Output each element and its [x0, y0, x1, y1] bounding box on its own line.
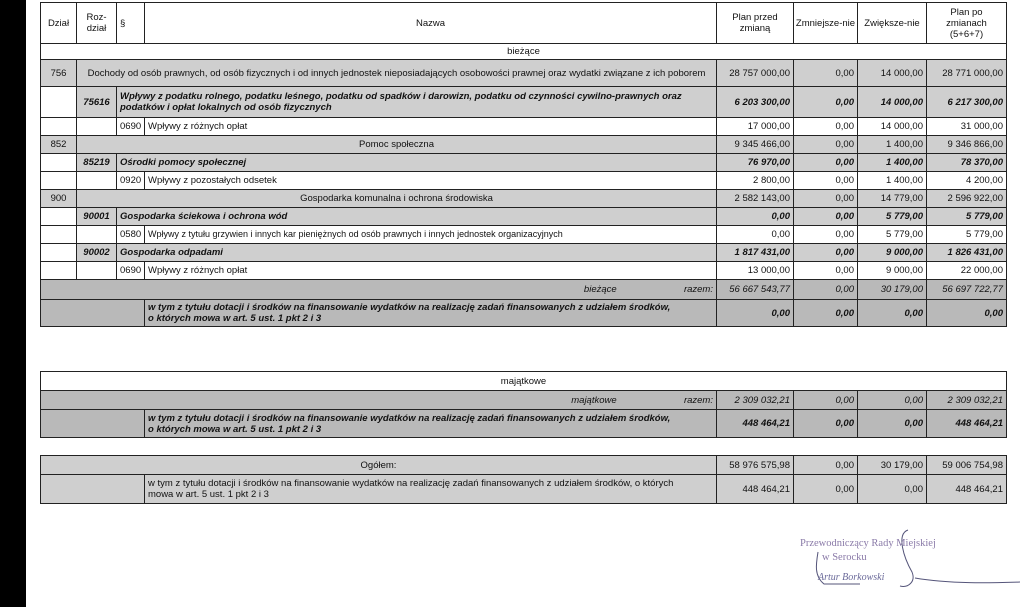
cell-zmniejszenie: 0,00: [794, 87, 858, 118]
table-row: [41, 118, 1007, 136]
cell-plan-przed: 2 800,00: [717, 172, 794, 190]
signature-name: Artur Borkowski: [818, 572, 885, 583]
cell-plan-przed: 0,00: [717, 300, 794, 327]
cell-zwiekszenie: 14 000,00: [858, 87, 927, 118]
cell-zmniejszenie: 0,00: [794, 118, 858, 136]
cell-plan-przed: 1 817 431,00: [717, 244, 794, 262]
cell-nazwa: Ośrodki pomocy społecznej: [117, 154, 717, 172]
cell-plan-przed: 448 464,21: [717, 475, 794, 504]
cell-plan-po: 9 346 866,00: [927, 136, 1007, 154]
signature-title: Przewodniczący Rady Miejskiej: [800, 538, 936, 549]
majatkowe-total-label: [41, 391, 717, 410]
majatkowe-table: [40, 371, 1007, 438]
cell-zwiekszenie: 0,00: [858, 475, 927, 504]
cell-plan-przed: 6 203 300,00: [717, 87, 794, 118]
cell-nazwa: Gospodarka komunalna i ochrona środowiska: [77, 190, 717, 208]
cell-dzial: 756: [41, 60, 77, 87]
cell-nazwa: Pomoc społeczna: [77, 136, 717, 154]
ogolem-label: Ogółem:: [41, 456, 717, 475]
table-row: [41, 226, 1007, 244]
cell-zwiekszenie: 14 779,00: [858, 190, 927, 208]
cell-plan-po: 56 697 722,77: [927, 280, 1007, 300]
cell-plan-po: 4 200,00: [927, 172, 1007, 190]
cell-rozdzial: 85219: [77, 154, 117, 172]
cell-plan-po: 78 370,00: [927, 154, 1007, 172]
table-row: [41, 208, 1007, 226]
table-row: [41, 60, 1007, 87]
col-header-rozdzial: Roz- dział: [77, 3, 117, 44]
table-row: [41, 262, 1007, 280]
cell-plan-przed: 9 345 466,00: [717, 136, 794, 154]
cell-zwiekszenie: 0,00: [858, 300, 927, 327]
total-label: bieżące: [583, 284, 617, 295]
biezace-total-label: [41, 280, 717, 300]
cell-zmniejszenie: 0,00: [794, 391, 858, 410]
biezace-dotacje-row: [41, 300, 1007, 327]
cell-paragraf: 0690: [117, 118, 145, 136]
col-header-zwiekszenie: Zwiększe-nie: [858, 3, 927, 44]
cell-nazwa: Wpływy z pozostałych odsetek: [145, 172, 717, 190]
cell-plan-przed: 76 970,00: [717, 154, 794, 172]
table-row: [41, 87, 1007, 118]
cell-zmniejszenie: 0,00: [794, 456, 858, 475]
table-row: [41, 244, 1007, 262]
cell-zmniejszenie: 0,00: [794, 60, 858, 87]
ogolem-dotacje-row: [41, 475, 1007, 504]
table-row: [41, 190, 1007, 208]
cell-plan-przed: 56 667 543,77: [717, 280, 794, 300]
cell-plan-przed: 2 309 032,21: [717, 391, 794, 410]
cell-plan-po: 0,00: [927, 300, 1007, 327]
cell-zmniejszenie: 0,00: [794, 244, 858, 262]
cell-zwiekszenie: 30 179,00: [858, 456, 927, 475]
cell-zwiekszenie: 5 779,00: [858, 208, 927, 226]
ogolem-row: [41, 456, 1007, 475]
cell-zwiekszenie: 9 000,00: [858, 262, 927, 280]
cell-nazwa: Wpływy z podatku rolnego, podatku leśnego, podatku od spadków i darowizn, podatku od czynności cywilno-prawnych oraz podatków i opłat lokalnych od osób fizycznych: [117, 87, 717, 118]
cell-zwiekszenie: 14 000,00: [858, 118, 927, 136]
cell-zwiekszenie: 14 000,00: [858, 60, 927, 87]
cell-zwiekszenie: 1 400,00: [858, 154, 927, 172]
cell-paragraf: 0690: [117, 262, 145, 280]
signature-stamp: [800, 528, 950, 598]
cell-nazwa: Gospodarka ściekowa i ochrona wód: [117, 208, 717, 226]
cell-zwiekszenie: 5 779,00: [858, 226, 927, 244]
cell-zmniejszenie: 0,00: [794, 172, 858, 190]
cell-nazwa: Gospodarka odpadami: [117, 244, 717, 262]
budget-table: [40, 2, 1007, 327]
cell-plan-przed: 17 000,00: [717, 118, 794, 136]
cell-zwiekszenie: 1 400,00: [858, 172, 927, 190]
table-row: [41, 172, 1007, 190]
cell-zwiekszenie: 0,00: [858, 410, 927, 438]
cell-plan-przed: 448 464,21: [717, 410, 794, 438]
section-label-biezace: bieżące: [41, 44, 1007, 60]
col-header-paragraf: §: [117, 3, 145, 44]
cell-zwiekszenie: 9 000,00: [858, 244, 927, 262]
cell-plan-przed: 28 757 000,00: [717, 60, 794, 87]
dotacje-note: w tym z tytułu dotacji i środków na finansowanie wydatków na realizację zadań finansowanych z udziałem środków, o których mowa w art. 5 ust. 1 pkt 2 i 3: [145, 475, 717, 504]
col-header-nazwa: Nazwa: [145, 3, 717, 44]
col-header-plan-po: Plan po zmianach (5+6+7): [927, 3, 1007, 44]
cell-plan-po: 31 000,00: [927, 118, 1007, 136]
table-row: [41, 136, 1007, 154]
col-header-zmniejszenie: Zmniejsze-nie: [794, 3, 858, 44]
cell-dzial: 900: [41, 190, 77, 208]
cell-rozdzial: 90002: [77, 244, 117, 262]
total-label: majątkowe: [571, 394, 617, 406]
cell-zmniejszenie: 0,00: [794, 226, 858, 244]
ogolem-table: [40, 455, 1007, 504]
cell-nazwa: Wpływy z różnych opłat: [145, 262, 717, 280]
majatkowe-total-row: [41, 391, 1007, 410]
cell-plan-po: 5 779,00: [927, 226, 1007, 244]
cell-plan-po: 28 771 000,00: [927, 60, 1007, 87]
cell-plan-przed: 0,00: [717, 226, 794, 244]
cell-zmniejszenie: 0,00: [794, 136, 858, 154]
cell-plan-po: 6 217 300,00: [927, 87, 1007, 118]
razem-label: razem:: [683, 394, 713, 406]
cell-zmniejszenie: 0,00: [794, 300, 858, 327]
majatkowe-dotacje-row: [41, 410, 1007, 438]
header-row: [41, 3, 1007, 44]
cell-paragraf: 0920: [117, 172, 145, 190]
biezace-total-row: [41, 280, 1007, 300]
cell-zmniejszenie: 0,00: [794, 262, 858, 280]
cell-rozdzial: 75616: [77, 87, 117, 118]
cell-plan-po: 22 000,00: [927, 262, 1007, 280]
cell-zwiekszenie: 1 400,00: [858, 136, 927, 154]
cell-plan-po: 448 464,21: [927, 475, 1007, 504]
cell-plan-po: 2 309 032,21: [927, 391, 1007, 410]
cell-zmniejszenie: 0,00: [794, 410, 858, 438]
cell-zwiekszenie: 0,00: [858, 391, 927, 410]
razem-label: razem:: [683, 284, 713, 295]
dotacje-note: w tym z tytułu dotacji i środków na finansowanie wydatków na realizację zadań finansowanych z udziałem środków, o których mowa w art. 5 ust. 1 pkt 2 i 3: [145, 410, 717, 438]
cell-plan-przed: 13 000,00: [717, 262, 794, 280]
table-row: [41, 154, 1007, 172]
col-header-dzial: Dział: [41, 3, 77, 44]
cell-nazwa: Wpływy z różnych opłat: [145, 118, 717, 136]
cell-zmniejszenie: 0,00: [794, 208, 858, 226]
cell-nazwa: Dochody od osób prawnych, od osób fizycznych i od innych jednostek nieposiadających osobowości prawnej oraz wydatki związane z ich poborem: [77, 60, 717, 87]
cell-plan-przed: 58 976 575,98: [717, 456, 794, 475]
dotacje-note: w tym z tytułu dotacji i środków na finansowanie wydatków na realizację zadań finansowanych z udziałem środków, o których mowa w art. 5 ust. 1 pkt 2 i 3: [145, 300, 717, 327]
signature-place: w Serocku: [822, 552, 867, 563]
cell-plan-po: 1 826 431,00: [927, 244, 1007, 262]
cell-zmniejszenie: 0,00: [794, 280, 858, 300]
cell-zwiekszenie: 30 179,00: [858, 280, 927, 300]
section-label-majatkowe: majątkowe: [41, 372, 1007, 391]
cell-plan-po: 448 464,21: [927, 410, 1007, 438]
col-header-plan-przed: Plan przed zmianą: [717, 3, 794, 44]
cell-nazwa: Wpływy z tytułu grzywien i innych kar pieniężnych od osób prawnych i innych jednostek organizacyjnych: [145, 226, 717, 244]
cell-zmniejszenie: 0,00: [794, 154, 858, 172]
scan-border-left: [0, 0, 26, 607]
cell-zmniejszenie: 0,00: [794, 190, 858, 208]
cell-plan-przed: 2 582 143,00: [717, 190, 794, 208]
cell-rozdzial: 90001: [77, 208, 117, 226]
cell-zmniejszenie: 0,00: [794, 475, 858, 504]
cell-plan-po: 5 779,00: [927, 208, 1007, 226]
cell-dzial: 852: [41, 136, 77, 154]
cell-plan-po: 2 596 922,00: [927, 190, 1007, 208]
cell-paragraf: 0580: [117, 226, 145, 244]
cell-plan-przed: 0,00: [717, 208, 794, 226]
cell-plan-po: 59 006 754,98: [927, 456, 1007, 475]
